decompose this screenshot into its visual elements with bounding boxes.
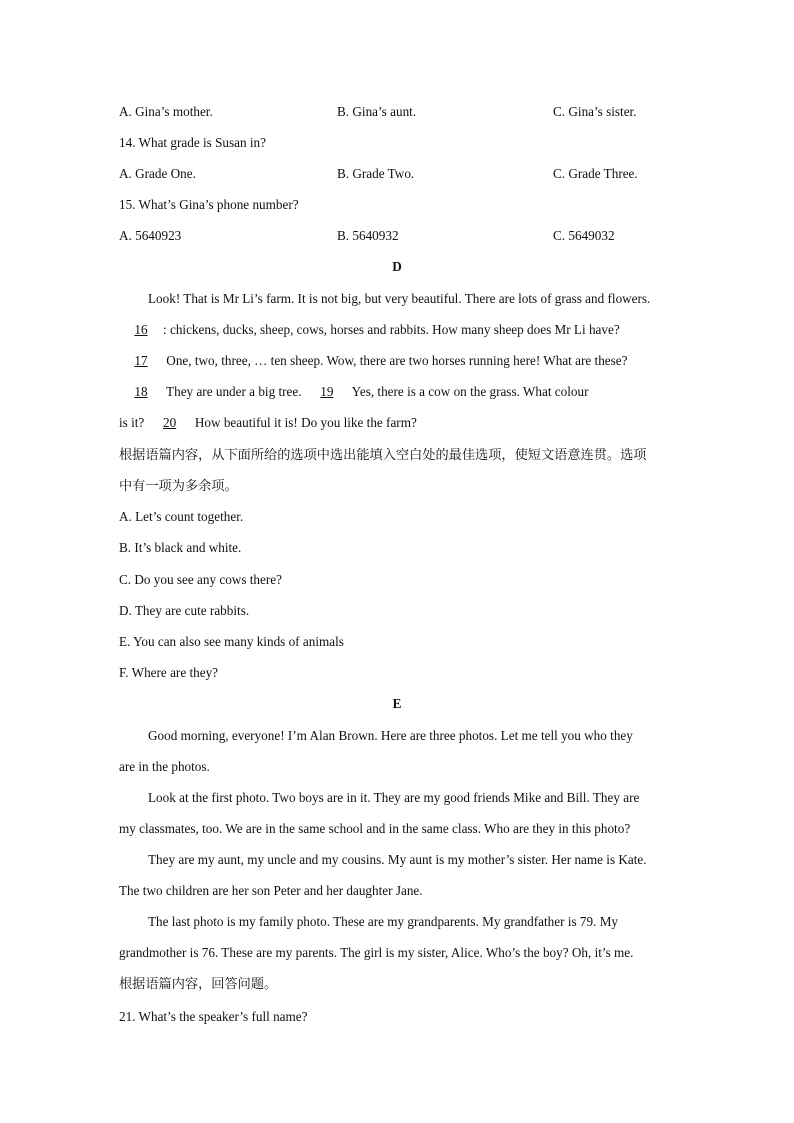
- section-e-heading: E: [392, 696, 402, 711]
- blank-17: 17: [134, 353, 148, 368]
- passage-text: One, two, three, … ten sheep. Wow, there are two horses running here! What are these?: [163, 353, 628, 368]
- d-option-c: C. Do you see any cows there?: [119, 572, 282, 587]
- q21-stem: 21. What’s the speaker’s full name?: [119, 1009, 308, 1024]
- passage-text: is it?: [119, 415, 145, 430]
- section-e-passage: [119, 728, 674, 976]
- passage-text: Yes, there is a cow on the grass. What colour: [348, 384, 589, 399]
- passage-line: [119, 353, 674, 384]
- passage-line: [119, 415, 674, 446]
- passage-text: They are under a big tree.: [163, 384, 302, 399]
- section-e-instruction: 根据语篇内容，回答问题。: [119, 977, 278, 992]
- q14-stem: 14. What grade is Susan in?: [119, 135, 266, 150]
- passage-line: Look at the first photo. Two boys are in it. They are my good friends Mike and Bill. They are: [148, 790, 640, 805]
- blank-16: 16: [134, 322, 148, 337]
- q14-option-b: B. Grade Two.: [337, 166, 415, 181]
- section-d-passage: [119, 291, 674, 446]
- d-option-a: A. Let’s count together.: [119, 509, 244, 524]
- d-option-d: D. They are cute rabbits.: [119, 603, 250, 618]
- q13-option-a: A. Gina’s mother.: [119, 104, 213, 119]
- d-option-b: B. It’s black and white.: [119, 540, 242, 555]
- q15-option-a: A. 5640923: [119, 228, 182, 243]
- section-d-instruction-cont: 中有一项为多余项。: [119, 479, 238, 494]
- passage-line: They are my aunt, my uncle and my cousins. My aunt is my mother’s sister. Her name is Kate.: [148, 852, 647, 867]
- passage-line: The last photo is my family photo. These are my grandparents. My grandfather is 79. My: [148, 914, 619, 929]
- passage-text: : chickens, ducks, sheep, cows, horses and rabbits. How many sheep does Mr Li have?: [163, 322, 620, 337]
- passage-line: Good morning, everyone! I’m Alan Brown. Here are three photos. Let me tell you who they: [148, 728, 633, 743]
- passage-line: [119, 322, 674, 353]
- blank-18: 18: [134, 384, 148, 399]
- section-d-heading: D: [392, 259, 402, 274]
- passage-line: Look! That is Mr Li’s farm. It is not big, but very beautiful. There are lots of grass and flowers.: [148, 291, 651, 306]
- d-option-e: E. You can also see many kinds of animals: [119, 634, 344, 649]
- q15-stem: 15. What’s Gina’s phone number?: [119, 197, 299, 212]
- passage-line: [119, 384, 674, 415]
- q13-option-c: C. Gina’s sister.: [553, 104, 637, 119]
- q14-option-c: C. Grade Three.: [553, 166, 638, 181]
- d-option-f: F. Where are they?: [119, 665, 219, 680]
- passage-line: The two children are her son Peter and her daughter Jane.: [119, 883, 423, 898]
- passage-text: How beautiful it is! Do you like the farm?: [191, 415, 417, 430]
- blank-20: 20: [162, 415, 177, 430]
- passage-line: grandmother is 76. These are my parents. The girl is my sister, Alice. Who’s the boy? Oh, it’s me.: [119, 945, 634, 960]
- q15-option-b: B. 5640932: [337, 228, 399, 243]
- passage-line: are in the photos.: [119, 759, 210, 774]
- q15-option-c: C. 5649032: [553, 228, 615, 243]
- section-d-instruction: 根据语篇内容，从下面所给的选项中选出能填入空白处的最佳选项，使短文语意连贯。选项: [119, 448, 647, 463]
- q13-option-b: B. Gina’s aunt.: [337, 104, 417, 119]
- q14-option-a: A. Grade One.: [119, 166, 196, 181]
- blank-19: 19: [320, 384, 334, 399]
- passage-line: my classmates, too. We are in the same school and in the same class. Who are they in this photo?: [119, 821, 631, 836]
